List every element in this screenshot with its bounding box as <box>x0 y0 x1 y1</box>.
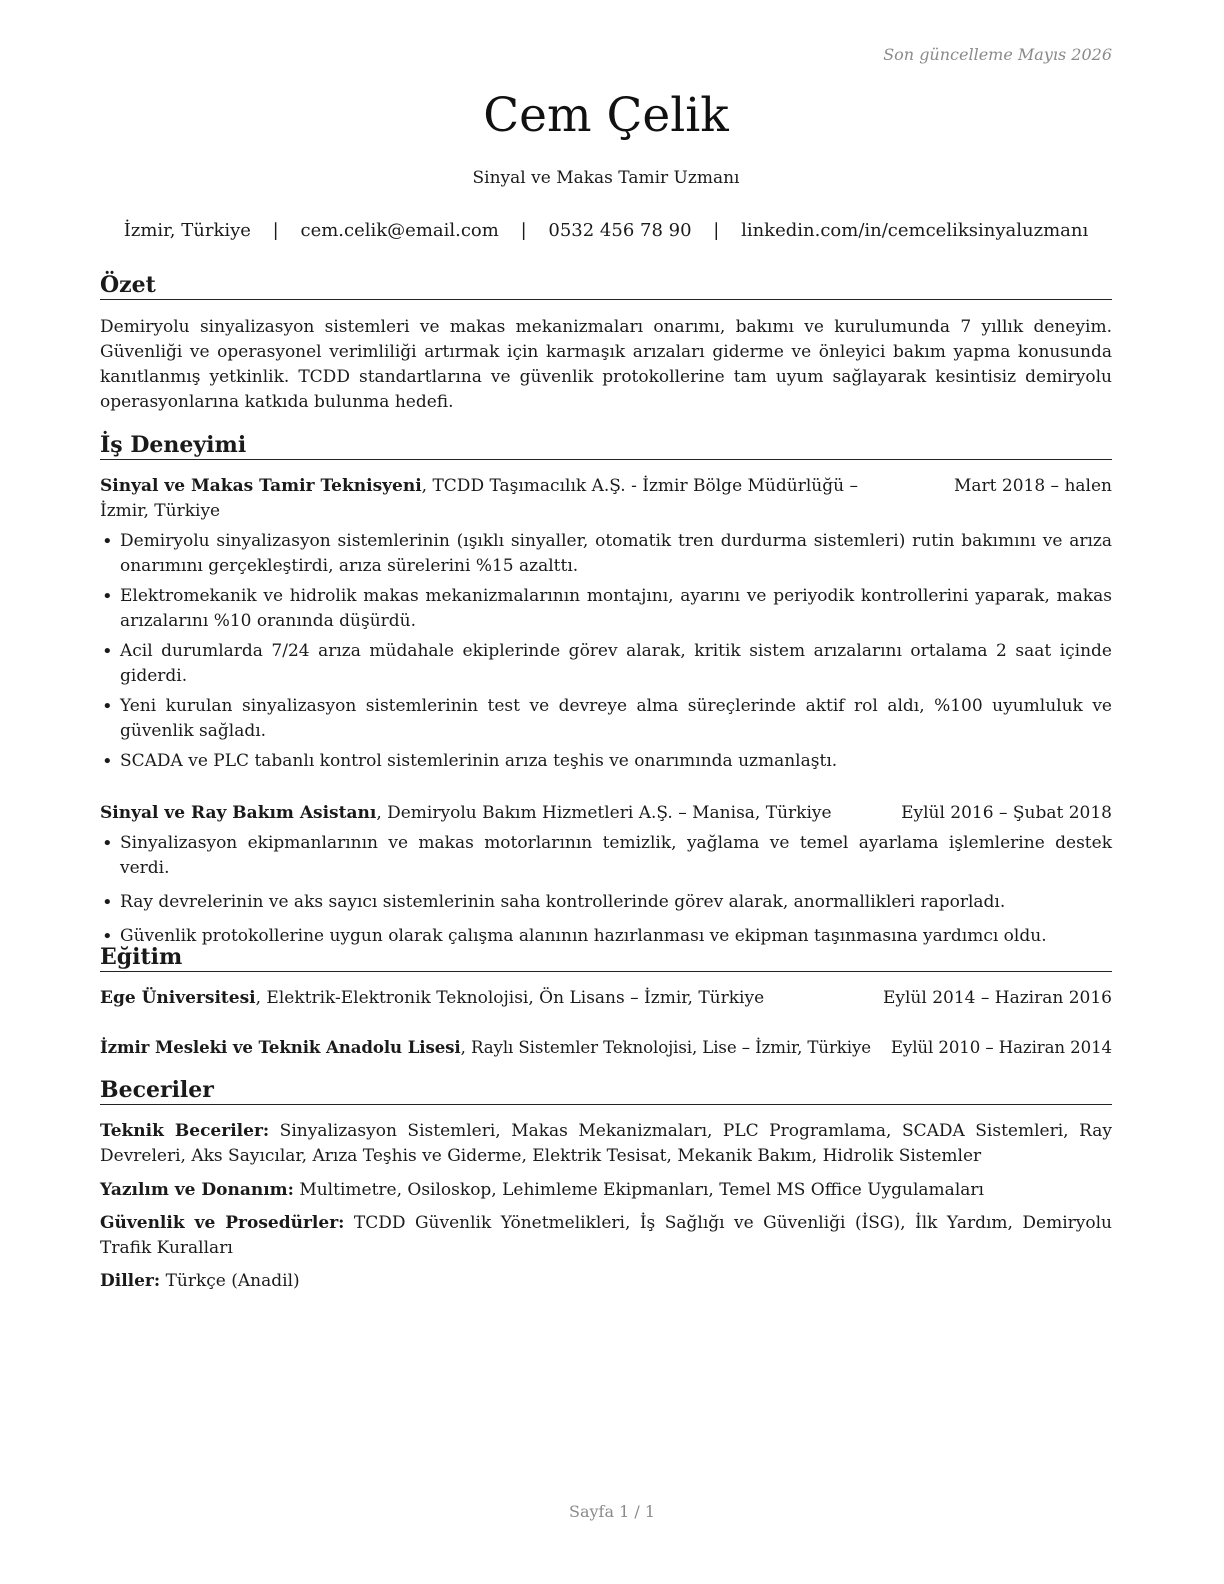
list-item: • Sinyalizasyon ekipmanlarının ve makas motorlarının temizlik, yağlama ve temel ayarlama işlemlerine destek verdi. <box>100 831 1112 881</box>
contact-separator: | <box>272 220 279 241</box>
skill-row-safety <box>100 1211 1112 1261</box>
list-item: • Ray devrelerinin ve aks sayıcı sistemlerinin saha kontrollerinde görev alarak, anormallikleri raporladı. <box>100 890 1112 915</box>
education-dates: Eylül 2010 – Haziran 2014 <box>890 1038 1112 1057</box>
school-detail: , Elektrik-Elektronik Teknolojisi, Ön Lisans – İzmir, Türkiye <box>255 988 765 1008</box>
contact-phone: 0532 456 78 90 <box>548 220 692 241</box>
list-item: • Yeni kurulan sinyalizasyon sistemlerinin test ve devreye alma süreçlerinde aktif rol aldı, %100 uyumluluk ve güvenlik sağladı. <box>100 694 1112 744</box>
experience-heading: İş Deneyimi <box>100 432 1112 460</box>
contact-separator: | <box>520 220 527 241</box>
job-role: Sinyal ve Ray Bakım Asistanı <box>100 803 377 823</box>
job-role: Sinyal ve Makas Tamir Teknisyeni <box>100 476 422 496</box>
school-name: İzmir Mesleki ve Teknik Anadolu Lisesi <box>100 1037 461 1057</box>
skill-text: Türkçe (Anadil) <box>160 1271 300 1291</box>
contact-linkedin[interactable]: linkedin.com/in/cemceliksinyaluzmanı <box>741 220 1089 241</box>
skill-row-software <box>100 1178 1112 1203</box>
skill-label: Diller: <box>100 1271 161 1291</box>
list-item: • Acil durumlarda 7/24 arıza müdahale ekiplerinde görev alarak, kritik sistem arızalarını ortalama 2 saat içinde giderdi. <box>100 639 1112 689</box>
summary-text: Demiryolu sinyalizasyon sistemleri ve makas mekanizmaları onarımı, bakımı ve kurulumunda 7 yıllık deneyim. Güvenliği ve operasyonel verimliliği artırmak için karmaşık arızaları giderme ve önleyici bakım yapma konusunda kanıtlanmış yetkinlik. TCDD standartlarına ve güvenlik protokollerine tam uyum sağlayarak kesintisiz demiryolu operasyonlarına katkıda bulunma hedefi. <box>100 317 1112 412</box>
list-item: • Güvenlik protokollerine uygun olarak çalışma alanının hazırlanması ve ekipman taşınmasına yardımcı oldu. <box>100 924 1112 949</box>
skill-label: Güvenlik ve Prosedürler: <box>100 1213 345 1233</box>
person-name: Cem Çelik <box>483 88 729 143</box>
education-entry <box>100 1035 1112 1060</box>
school-name: Ege Üniversitesi <box>100 988 256 1008</box>
skills-heading: Beceriler <box>100 1077 1112 1105</box>
job-dates: Eylül 2016 – Şubat 2018 <box>901 803 1112 823</box>
contact-line <box>100 220 1112 241</box>
skill-text: Multimetre, Osiloskop, Lehimleme Ekipmanları, Temel MS Office Uygulamaları <box>293 1180 984 1200</box>
contact-location: İzmir, Türkiye <box>123 220 251 241</box>
list-item: • Elektromekanik ve hidrolik makas mekanizmalarının montajını, ayarını ve periyodik kontrollerini yaparak, makas arızalarını %10 oranında düşürdü. <box>100 584 1112 634</box>
page-number: Sayfa 1 / 1 <box>568 1502 655 1521</box>
skill-row-technical <box>100 1119 1112 1169</box>
job-bullets <box>100 831 1112 954</box>
skill-row-languages <box>100 1269 1112 1294</box>
skill-text: TCDD Güvenlik Yönetmelikleri, İş Sağlığı ve Güvenliği (İSG), İlk Yardım, Demiryolu Trafik Kuralları <box>100 1213 1112 1258</box>
job-org: , TCDD Taşımacılık A.Ş. - İzmir Bölge Müdürlüğü – İzmir, Türkiye <box>100 476 858 521</box>
school-detail: , Raylı Sistemler Teknolojisi, Lise – İzmir, Türkiye <box>460 1038 871 1057</box>
job-header <box>100 474 1112 524</box>
skill-label: Yazılım ve Donanım: <box>100 1180 294 1200</box>
education-dates: Eylül 2014 – Haziran 2016 <box>882 988 1112 1008</box>
contact-separator: | <box>713 220 720 241</box>
education-heading: Eğitim <box>100 944 1112 972</box>
education-entry <box>100 986 1112 1011</box>
list-item: • Demiryolu sinyalizasyon sistemlerinin (ışıklı sinyaller, otomatik tren durdurma sistemleri) rutin bakımını ve arıza onarımını gerçekleştirdi, arıza sürelerini %15 azalttı. <box>100 529 1112 579</box>
skill-text: Sinyalizasyon Sistemleri, Makas Mekanizmaları, PLC Programlama, SCADA Sistemleri, Ray Devreleri, Aks Sayıcılar, Arıza Teşhis ve Giderme, Elektrik Tesisat, Mekanik Bakım, Hidrolik Sistemler <box>100 1121 1112 1166</box>
contact-email[interactable]: cem.celik@email.com <box>300 220 499 241</box>
job-header <box>100 801 1112 826</box>
summary-heading: Özet <box>100 272 1112 300</box>
job-title: Sinyal ve Makas Tamir Uzmanı <box>472 168 740 188</box>
list-item: • SCADA ve PLC tabanlı kontrol sistemlerinin arıza teşhis ve onarımında uzmanlaştı. <box>100 749 1112 774</box>
last-updated: Son güncelleme Mayıs 2026 <box>883 45 1112 64</box>
skill-label: Teknik Beceriler: <box>100 1121 270 1141</box>
job-org: , Demiryolu Bakım Hizmetleri A.Ş. – Manisa, Türkiye <box>376 803 832 823</box>
job-bullets <box>100 529 1112 779</box>
job-dates: Mart 2018 – halen <box>953 476 1112 496</box>
